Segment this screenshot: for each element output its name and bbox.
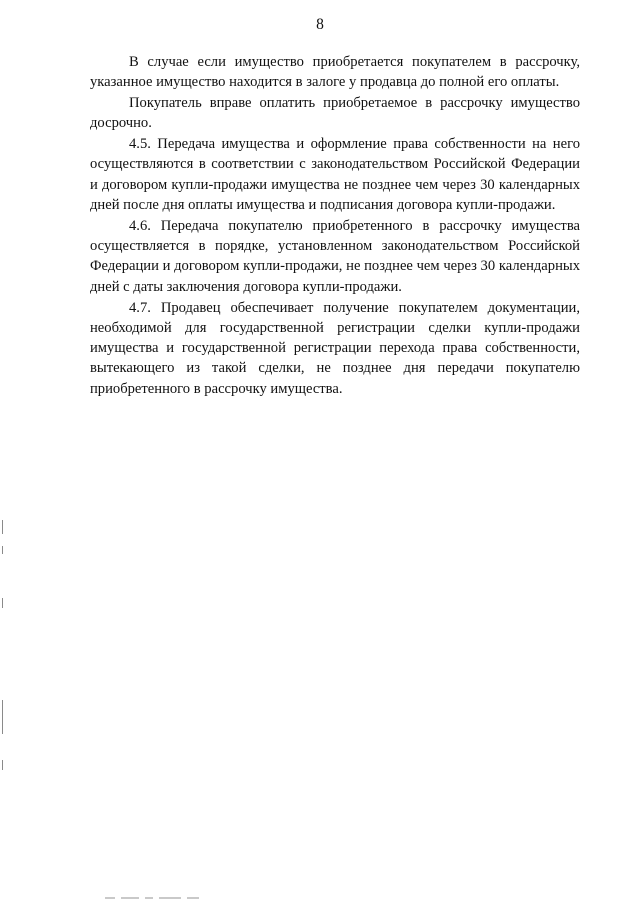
document-body	[90, 52, 580, 399]
clause-4-6: 4.6. Передача покупателю приобретенного в рассрочку имущества осуществляется в порядке, установленном законодательством Российской Федерации и договором купли-продажи, не позднее чем через 30 календарных дней с даты заключения договора купли-продажи.	[90, 217, 580, 295]
clause-4-5: 4.5. Передача имущества и оформление права собственности на него осуществляются в соответствии с законодательством Российской Федерации и договором купли-продажи имущества не позднее чем через 30 календарных дней после дня оплаты имущества и подписания договора купли-продажи.	[90, 136, 580, 214]
scan-footer-noise	[105, 896, 225, 899]
scan-edge-mark	[2, 598, 3, 608]
page-number: 8	[316, 16, 324, 33]
scan-edge-mark	[2, 546, 3, 554]
scan-edge-mark	[2, 760, 3, 770]
scan-edge-mark	[2, 520, 3, 534]
paragraph-installment-pledge: В случае если имущество приобретается покупателем в рассрочку, указанное имущество находится в залоге у продавца до полной его оплаты.	[90, 54, 580, 91]
clause-4-7: 4.7. Продавец обеспечивает получение покупателем документации, необходимой для государственной регистрации сделки купли-продажи имущества и государственной регистрации перехода права собственности, вытекающего из такой сделки, не позднее дня передачи покупателю приобретенного в рассрочку имущества.	[90, 299, 580, 397]
paragraph-early-payment: Покупатель вправе оплатить приобретаемое в рассрочку имущество досрочно.	[90, 95, 580, 132]
scan-edge-mark	[2, 700, 3, 734]
